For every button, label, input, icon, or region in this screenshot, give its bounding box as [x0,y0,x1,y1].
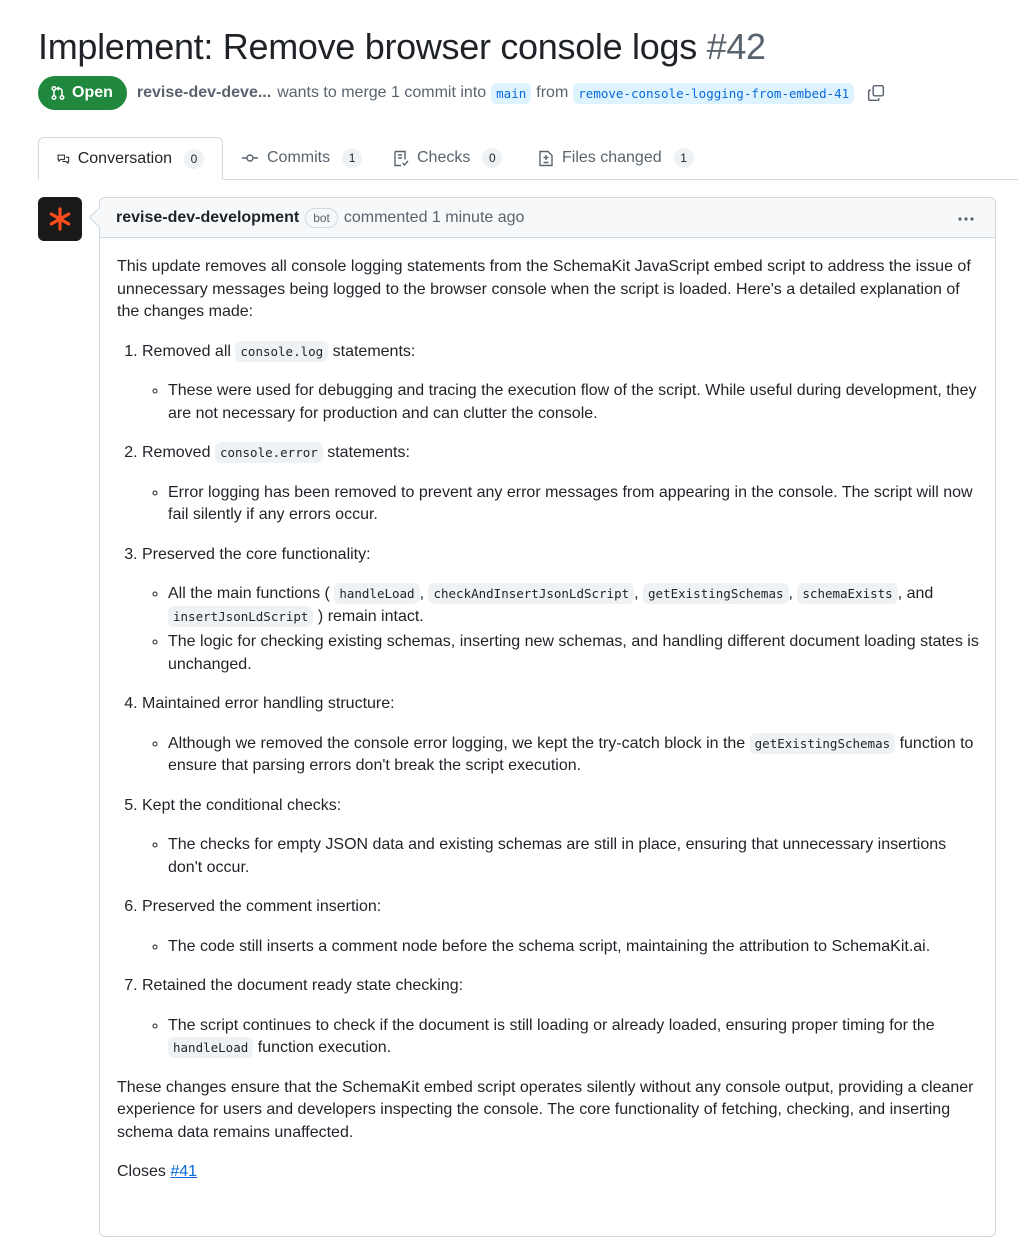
bullet-text: All the main functions ( [168,585,330,602]
item-text: Removed [142,444,211,461]
tab-checks[interactable] [375,137,520,179]
bullet-text: function to ensure that parsing errors don't break the script execution. [168,734,974,774]
list-item [142,896,979,958]
inline-code: console.error [215,442,323,463]
pr-number: #42 [706,26,766,67]
bullet: ◦ The code still inserts a comment node before the schema script, maintaining the attribution to SchemaKit.ai. [168,936,979,959]
kebab-menu-icon[interactable] [957,210,975,233]
list-item [142,544,979,677]
item-text: Removed all [142,342,231,360]
inline-code: insertJsonLdScript [168,606,313,627]
item-text: statements: [327,444,410,461]
bot-badge: bot [305,208,338,228]
comment-body [100,238,995,1184]
avatar[interactable] [38,197,82,241]
item-text: 4. Maintained error handling structure: [142,695,395,712]
bullet-text: ) remain intact. [317,607,424,625]
pr-tabs [38,137,1018,180]
merge-text: wants to merge 1 commit into [277,84,487,101]
list-item [142,693,979,778]
bullet [168,1015,979,1060]
status-label: Open [72,84,113,101]
file-diff-icon [538,150,554,167]
comment-author-link[interactable]: revise-dev-development [116,208,300,226]
bullet-text: , and [897,585,934,602]
comment-header [100,198,995,238]
tab-checks-count: 0 [482,148,502,168]
closes-text: Closes [117,1163,166,1180]
comment-box [99,197,996,1237]
inline-code: checkAndInsertJsonLdScript [428,583,634,604]
pr-title-text: Implement: Remove browser console logs [38,26,697,67]
pr-title [38,26,766,68]
closes-line [117,1161,979,1184]
item-text: 6. Preserved the comment insertion: [142,898,382,915]
bullet: ◦ These were used for debugging and tracing the execution flow of the script. While useful during development, they are not necessary for production and can clutter the console. [168,380,979,425]
inline-code: handleLoad [334,583,419,604]
tab-conversation-label: Conversation [77,149,172,167]
from-text: from [536,84,569,101]
tab-conversation[interactable] [38,137,223,180]
tab-checks-label: Checks [417,149,471,166]
issue-link[interactable]: #41 [170,1163,198,1180]
tab-commits[interactable] [223,137,380,179]
list-item [142,795,979,880]
bullet: ◦ All the main functions ( handleLoad , checkAndInsertJsonLdScript , getExistingSchemas , schemaExists , and insertJsonLdScript ) remain intact. [168,583,979,628]
checklist-icon [393,150,409,167]
tab-files-changed-count: 1 [674,148,694,168]
comment-discussion-icon [57,151,70,167]
list-item [142,442,979,527]
inline-code: console.log [235,341,328,362]
bullet-text: function execution. [257,1039,392,1056]
commit-icon [241,150,259,166]
tab-files-changed[interactable] [520,137,712,179]
pull-request-icon [50,85,66,101]
tab-commits-label: Commits [267,149,331,166]
changes-list [117,341,979,1060]
bullet-text: The script continues to check if the document is still loading or already loaded, ensuring proper timing for the [168,1016,935,1034]
item-text: statements: [332,342,416,360]
comment-timestamp: commented 1 minute ago [343,208,525,226]
bullet: ◦ The logic for checking existing schemas, inserting new schemas, and handling different document loading states is unchanged. [168,631,979,676]
list-item [142,975,979,1060]
item-text: 7. Retained the document ready state checking: [142,977,464,994]
asterisk-logo-icon [47,206,73,232]
base-branch[interactable]: main [491,83,531,104]
tab-files-changed-label: Files changed [562,149,662,166]
item-text: 3. Preserved the core functionality: [142,545,371,563]
tab-conversation-count: 0 [184,149,204,169]
status-badge [38,76,127,110]
pr-author-link[interactable]: revise-dev-deve... [136,84,272,101]
bullet-text: Although we removed the console error logging, we kept the try-catch block in the [168,734,746,752]
copy-icon[interactable] [867,84,885,102]
inline-code: handleLoad [168,1037,253,1058]
item-text: 5. Kept the conditional checks: [142,796,342,814]
bullet: ◦ The checks for empty JSON data and existing schemas are still in place, ensuring that unnecessary insertions don't occur. [168,834,979,879]
bullet [168,733,979,778]
tab-commits-count: 1 [342,148,362,168]
intro-paragraph: This update removes all console logging statements from the SchemaKit JavaScript embed script to address the issue of unnecessary messages being logged to the browser console when the script is loaded. Here's a detailed explanation of the changes made: [117,258,971,320]
pr-meta [38,76,885,110]
outro-paragraph: These changes ensure that the SchemaKit embed script operates silently without any console output, providing a cleaner experience for users and developers inspecting the console. The core functionality of fetching, checking, and inserting schema data remains unaffected. [117,1078,974,1141]
inline-code: getExistingSchemas [750,733,895,754]
inline-code: getExistingSchemas [643,583,788,604]
bullet: ◦ Error logging has been removed to prevent any error messages from appearing in the console. The script will now fail silently if any errors occur. [168,482,979,527]
head-branch[interactable]: remove-console-logging-from-embed-41 [573,83,854,104]
list-item [142,341,979,426]
inline-code: schemaExists [797,583,897,604]
